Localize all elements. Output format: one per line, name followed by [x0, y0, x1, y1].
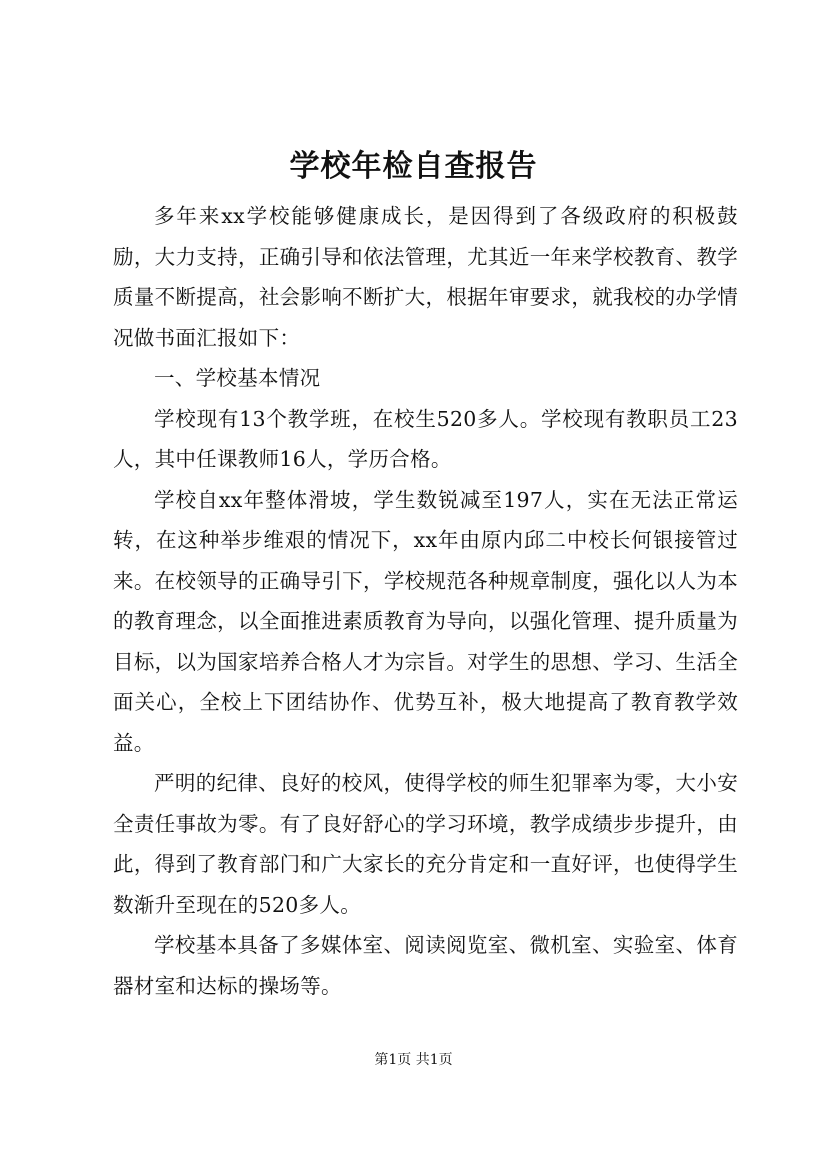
history-paragraph: 学校自xx年整体滑坡，学生数锐减至197人，实在无法正常运转，在这种举步维艰的情况下，xx年由原内邱二中校长何银接管过来。在校领导的正确导引下，学校规范各种规章制度，强化以人为本的教育理念，以全面推进素质教育为导向，以强化管理、提升质量为目标，以为国家培养合格人才为宗旨。对学生的思想、学习、生活全面关心，全校上下团结协作、优势互补，极大地提高了教育教学效益。: [113, 487, 738, 755]
document-body: [113, 196, 738, 1006]
intro-paragraph: 多年来xx学校能够健康成长，是因得到了各级政府的积极鼓励，大力支持，正确引导和依法管理，尤其近一年来学校教育、教学质量不断提高，社会影响不断扩大，根据年审要求，就我校的办学情况做书面汇报如下：: [113, 204, 738, 350]
discipline-paragraph: 严明的纪律、良好的校风，使得学校的师生犯罪率为零，大小安全责任事故为零。有了良好舒心的学习环境，教学成绩步步提升，由此，得到了教育部门和广大家长的充分肯定和一直好评，也使得学生数渐升至现在的520多人。: [113, 771, 738, 917]
page-footer: 第1页 共1页: [374, 1052, 453, 1068]
staff-paragraph: 学校现有13个教学班，在校生520多人。学校现有教职员工23人，其中任课教师16人，学历合格。: [113, 406, 738, 471]
section-heading-basic-info: 一、学校基本情况: [154, 366, 321, 390]
document-title: 学校年检自查报告: [289, 149, 538, 184]
facilities-paragraph: 学校基本具备了多媒体室、阅读阅览室、微机室、实验室、体育器材室和达标的操场等。: [113, 933, 738, 998]
